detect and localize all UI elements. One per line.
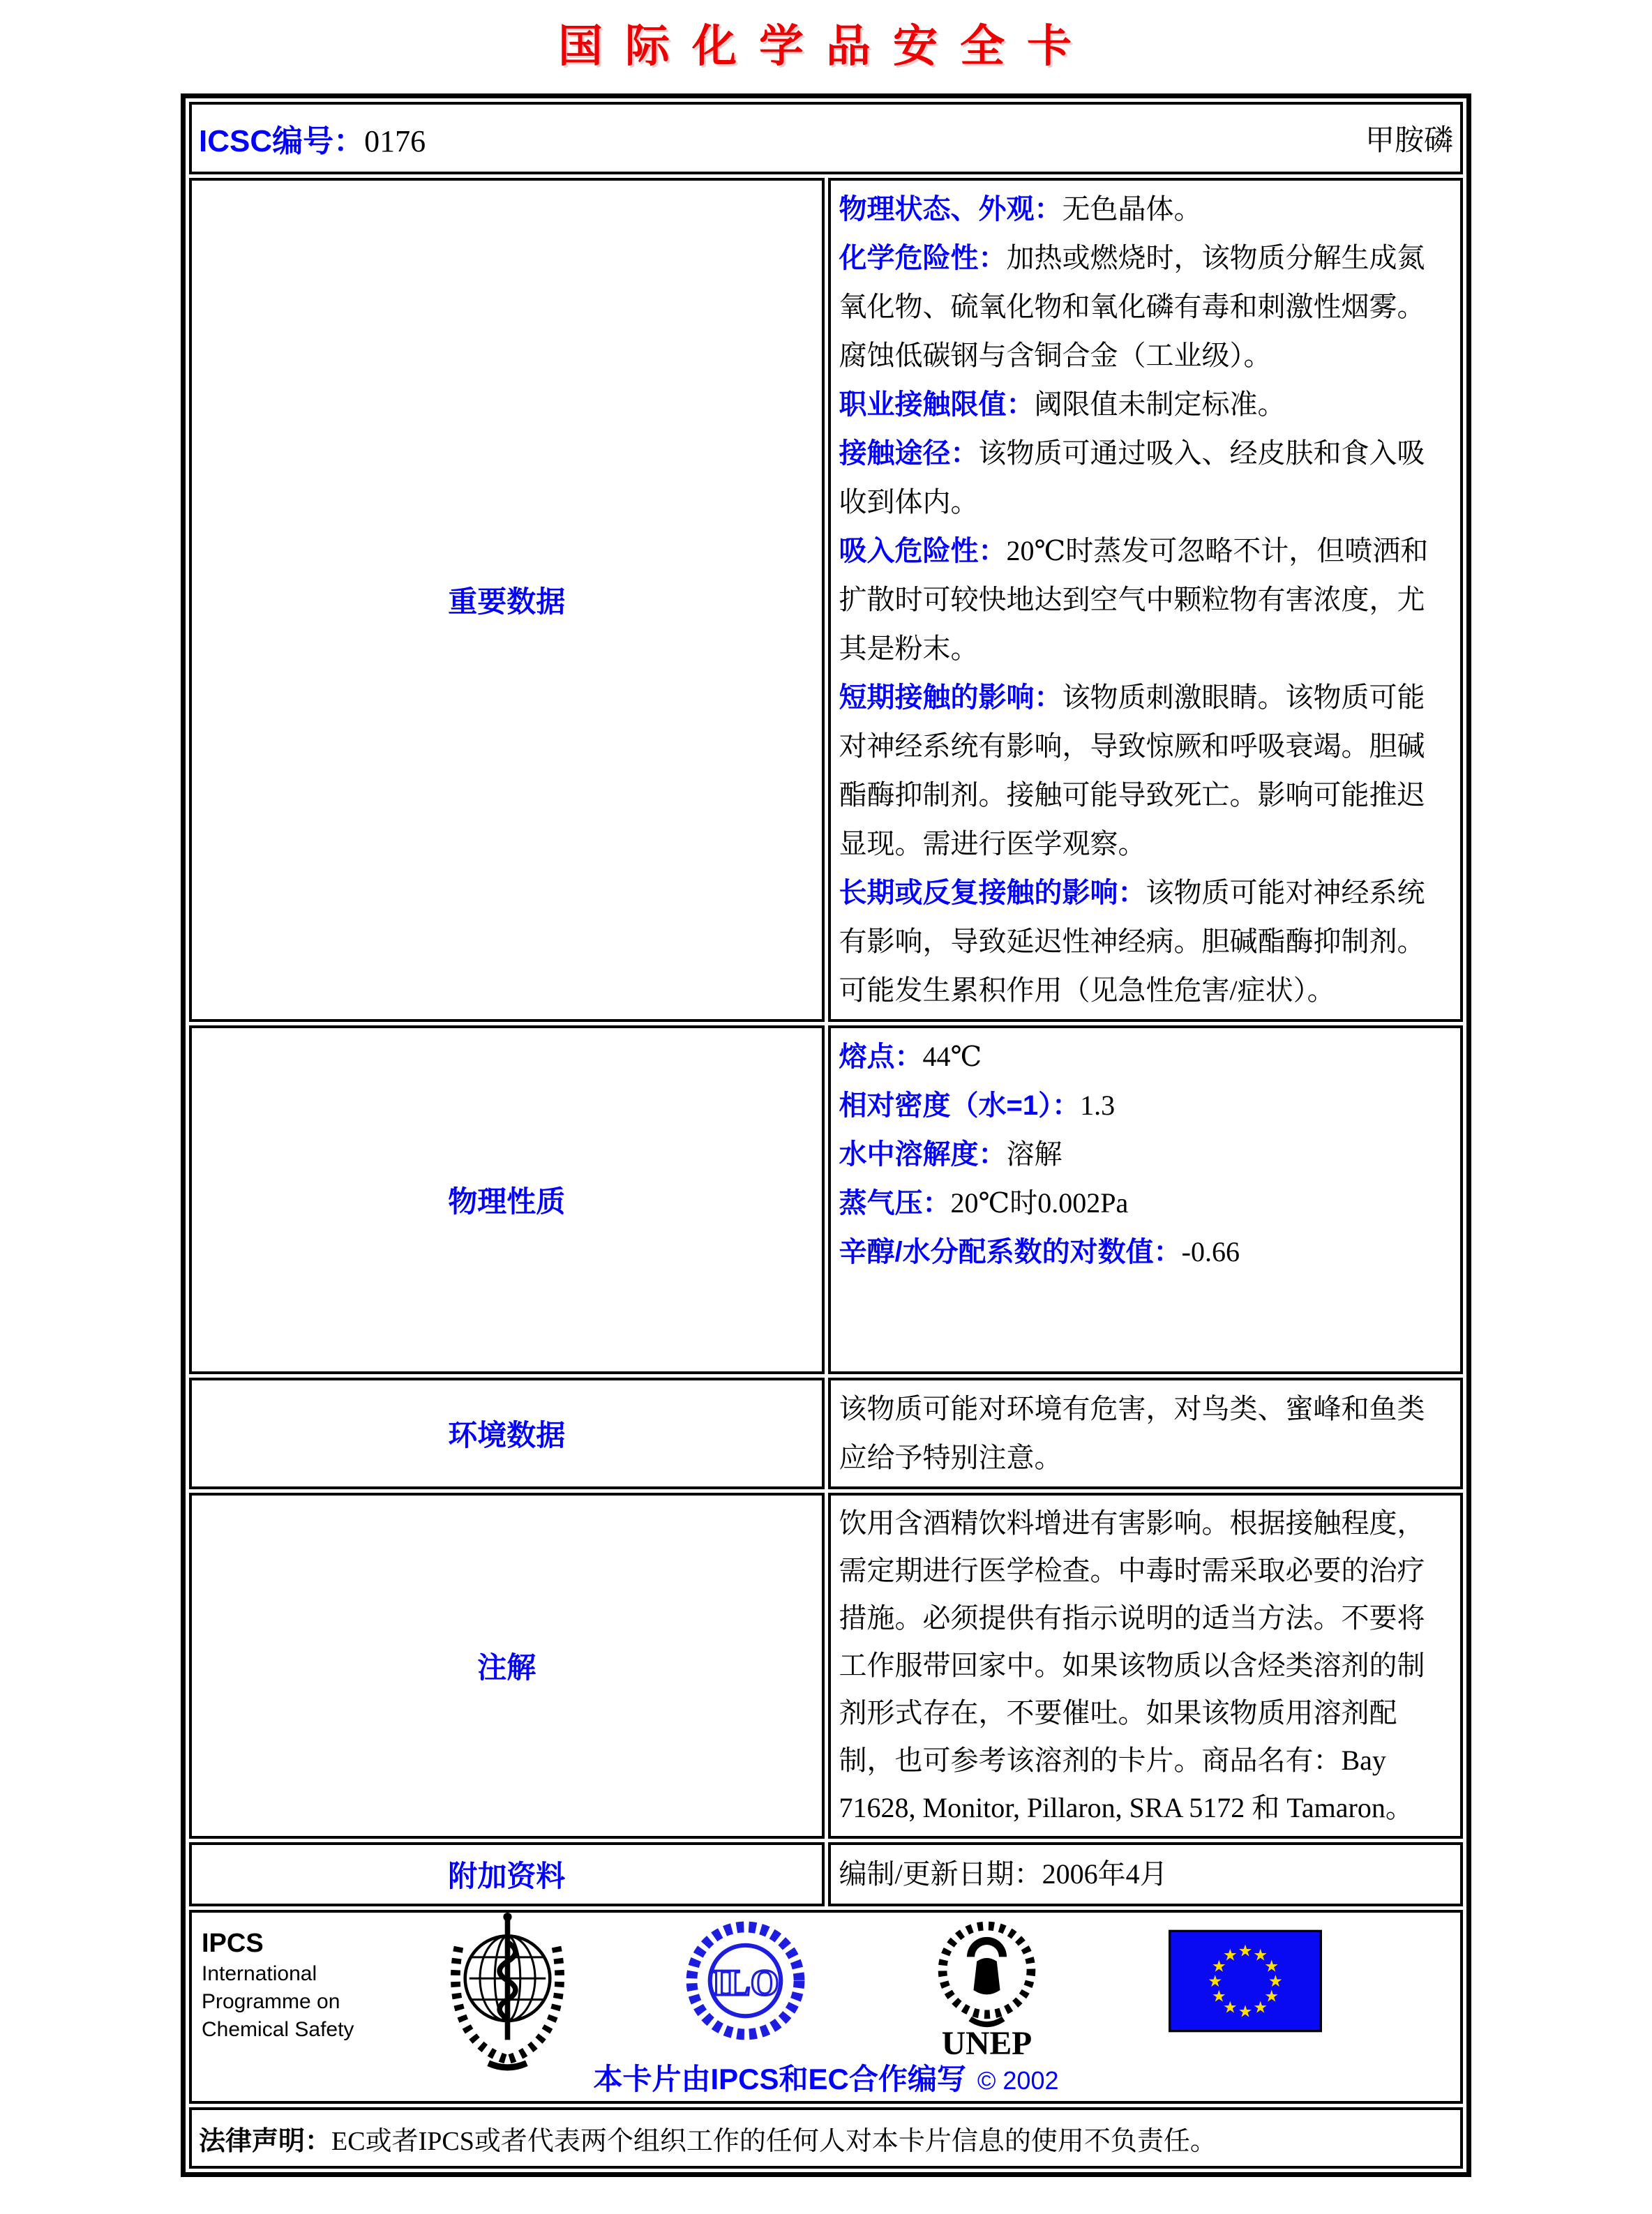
field-inhalation-risk: 吸入危险性：20℃时蒸发可忽略不计，但喷洒和扩散时可较快地达到空气中颗粒物有害浓度，尤其是粉末。 (839, 535, 1429, 664)
header-row (189, 102, 1463, 174)
field-chemical-hazard: 化学危险性：加热或燃烧时，该物质分解生成氮氧化物、硫氧化物和氧化磷有毒和刺激性烟雾。腐蚀低碳钢与含铜合金（工业级）。 (839, 242, 1425, 371)
section-label-environmental-data: 环境数据 (189, 1378, 825, 1489)
ipcs-acronym: IPCS (202, 1929, 264, 1958)
icsc-number-label: ICSC编号： (199, 124, 365, 158)
section-label-important-data: 重要数据 (189, 178, 825, 1022)
icsc-number-value: 0176 (364, 124, 426, 158)
section-label-physical-properties: 物理性质 (189, 1025, 825, 1374)
svg-text:★: ★ (1238, 1941, 1253, 1961)
legal-text: EC或者IPCS或者代表两个组织工作的任何人对本卡片信息的使用不负责任。 (331, 2126, 1217, 2156)
field-occupational-exposure-limit: 职业接触限值：阈限值未制定标准。 (839, 389, 1286, 420)
section-content-environmental-data (828, 1378, 1464, 1489)
ipcs-block (202, 1927, 354, 2044)
page-title: 国际化学品安全卡 (558, 21, 1094, 71)
svg-text:★: ★ (1208, 1971, 1223, 1991)
field-relative-density: 相对密度（水=1）：1.3 (839, 1090, 1116, 1121)
svg-text:★: ★ (1238, 2001, 1253, 2021)
caption-text: 本卡片由IPCS和EC合作编写 (593, 2063, 966, 2095)
header-cell (189, 102, 1463, 174)
icsc-card-table (181, 93, 1471, 2177)
icsc-number-field (199, 116, 426, 160)
field-physical-state: 物理状态、外观：无色晶体。 (839, 193, 1202, 225)
ipcs-line-1: International (202, 1962, 317, 1985)
row-legal (189, 2107, 1463, 2169)
ipcs-line-2: Programme on (202, 1990, 340, 2013)
row-important-data (189, 178, 1463, 1022)
svg-text:★: ★ (1253, 1997, 1268, 2017)
field-octanol-water-partition: 辛醇/水分配系数的对数值：-0.66 (839, 1236, 1240, 1267)
notes-text: 饮用含酒精饮料增进有害影响。根据接触程度，需定期进行医学检查。中毒时需采取必要的治疗措施。必须提供有指示说明的适当方法。不要将工作服带回家中。如果该物质以含烃类溶剂的制剂形式存在，不要催吐。如果该物质用溶剂配制，也可参考该溶剂的卡片。商品名有：Bay 71628, Monitor, Pillaron, SRA 5172 和 Tamaron。 (839, 1507, 1425, 1823)
ipcs-line-3: Chemical Safety (202, 2018, 354, 2041)
section-label-notes: 注解 (189, 1493, 825, 1839)
svg-text:UNEP: UNEP (941, 2025, 1032, 2062)
row-logos (189, 1910, 1463, 2104)
eu-flag-icon (1169, 1929, 1322, 2033)
additional-info-text: 编制/更新日期：2006年4月 (839, 1858, 1168, 1890)
svg-text:★: ★ (1222, 1945, 1238, 1965)
legal-notice (199, 2119, 1453, 2157)
svg-text:★: ★ (1264, 1956, 1279, 1976)
ilo-logo-icon (684, 1920, 806, 2042)
section-label-additional-info: 附加资料 (189, 1842, 825, 1906)
chemical-name: 甲胺磷 (1365, 125, 1453, 157)
field-short-term-effects: 短期接触的影响：该物质刺激眼睛。该物质可能对神经系统有影响，导致惊厥和呼吸衰竭。胆碱酯酶抑制剂。接触可能导致死亡。影响可能推迟显现。需进行医学观察。 (839, 681, 1425, 859)
section-content-important-data (828, 178, 1464, 1022)
field-exposure-routes: 接触途径：该物质可通过吸入、经皮肤和食入吸收到体内。 (839, 437, 1425, 518)
section-content-physical-properties (828, 1025, 1464, 1374)
svg-text:★: ★ (1268, 1971, 1283, 1991)
row-additional-info (189, 1842, 1463, 1906)
environmental-data-text: 该物质可能对环境有危害，对鸟类、蜜峰和鱼类应给予特别注意。 (839, 1393, 1425, 1473)
row-notes (189, 1493, 1463, 1839)
unep-logo-icon (926, 1913, 1048, 2068)
row-environmental-data (189, 1378, 1463, 1489)
field-long-term-effects: 长期或反复接触的影响：该物质可能对神经系统有影响，导致延迟性神经病。胆碱酯酶抑制剂。可能发生累积作用（见急性危害/症状）。 (839, 877, 1425, 1006)
field-melting-point: 熔点：44℃ (839, 1041, 982, 1072)
row-physical-properties (189, 1025, 1463, 1374)
legal-cell (189, 2107, 1463, 2169)
copyright-text: © 2002 (977, 2066, 1059, 2095)
logos-cell (189, 1910, 1463, 2104)
svg-text:★: ★ (1211, 1956, 1226, 1976)
section-content-additional-info (828, 1842, 1464, 1906)
svg-text:★: ★ (1222, 1997, 1238, 2017)
svg-text:★: ★ (1211, 1986, 1226, 2006)
field-water-solubility: 水中溶解度：溶解 (839, 1138, 1062, 1170)
cooperation-caption (192, 2056, 1460, 2098)
field-vapour-pressure: 蒸气压：20℃时0.002Pa (839, 1187, 1129, 1219)
svg-text:★: ★ (1264, 1986, 1279, 2006)
svg-text:ILO: ILO (712, 1963, 779, 2003)
who-logo-icon (443, 1913, 572, 2072)
section-content-notes (828, 1493, 1464, 1839)
svg-text:★: ★ (1253, 1945, 1268, 1965)
legal-label: 法律声明： (199, 2126, 332, 2156)
